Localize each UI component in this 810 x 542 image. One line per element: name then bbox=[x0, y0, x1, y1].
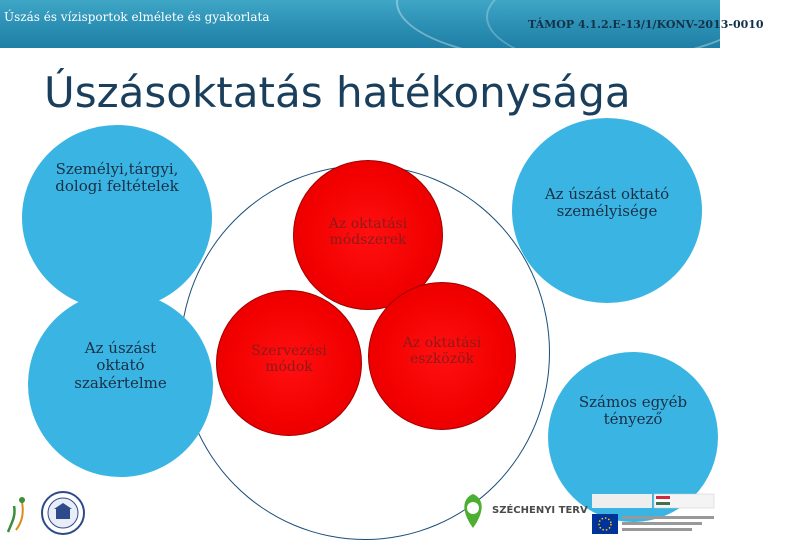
sports-logo bbox=[2, 492, 36, 538]
slide-title: Úszásoktatás hatékonysága bbox=[44, 68, 631, 117]
tools-circle-label: Az oktatási eszközök bbox=[402, 335, 482, 368]
factor-circle-label: Személyi,tárgyi, dologi feltételek bbox=[55, 160, 179, 196]
project-code: TÁMOP 4.1.2.E-13/1/KONV-2013-0010 bbox=[528, 18, 764, 31]
szechenyi-label: SZÉCHENYI TERV bbox=[492, 505, 588, 516]
slide-header-bar bbox=[0, 0, 764, 48]
factor-circle-conditions bbox=[22, 125, 212, 310]
tools-circle bbox=[368, 282, 516, 430]
header-decoration-curve bbox=[486, 0, 810, 74]
footer-logos bbox=[0, 488, 720, 540]
factor-circle-label: Számos egyéb tényező bbox=[578, 393, 688, 429]
factor-circle-expertise bbox=[28, 292, 213, 477]
method-circle-label: Az oktatási módszerek bbox=[328, 216, 408, 249]
organization-circle-label: Szervezési módok bbox=[251, 343, 327, 376]
szechenyi-terv-logo bbox=[458, 492, 588, 532]
factor-circle-label: Az úszást oktató szakértelme bbox=[74, 339, 167, 392]
organization-circle bbox=[216, 290, 362, 436]
factor-circle-label: Az úszást oktató személyisége bbox=[544, 185, 670, 221]
course-title: Úszás és vízisportok elmélete és gyakorlata bbox=[4, 10, 270, 24]
eu-funding-logo bbox=[592, 492, 718, 538]
factor-circle-personality bbox=[512, 118, 702, 303]
university-seal-icon bbox=[40, 490, 86, 536]
